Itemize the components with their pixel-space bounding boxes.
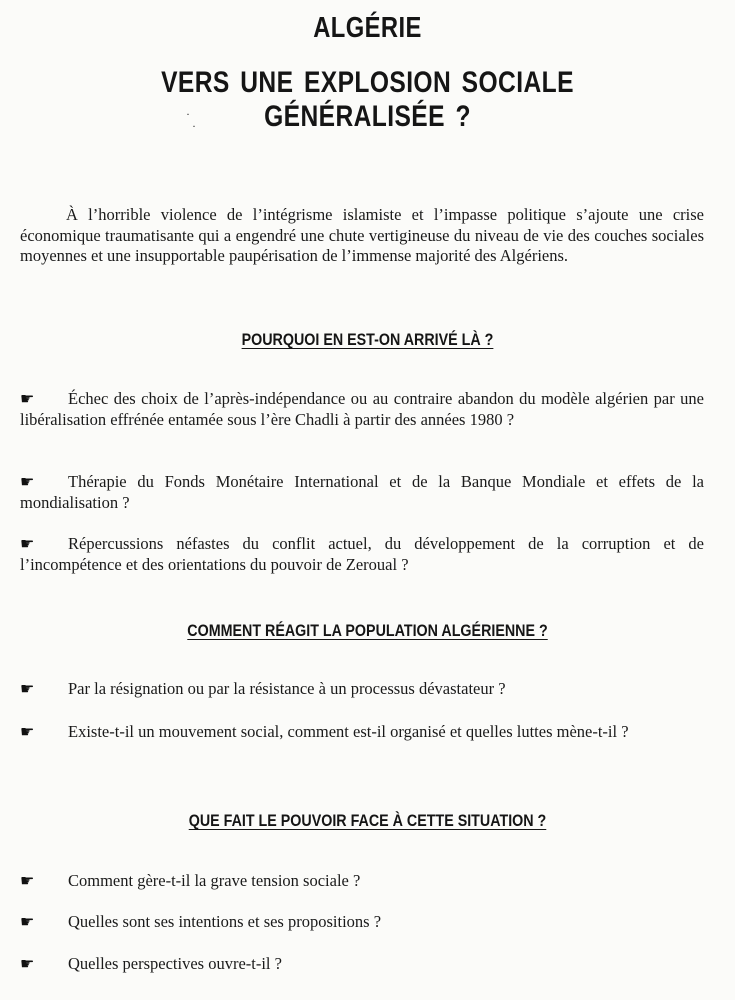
pointing-hand-icon: ☛	[20, 679, 35, 698]
pointing-hand-icon: ☛	[20, 722, 35, 741]
list-item: ☛ Existe-t-il un mouvement social, comment est-il organisé et quelles luttes mène-t-il ?	[20, 722, 629, 741]
list-item: ☛ Répercussions néfastes du conflit actuel, du développement de la corruption et de l’incompétence et des orientations du pouvoir de Zeroual ?	[20, 534, 704, 574]
list-item: ☛ Quelles sont ses intentions et ses propositions ?	[20, 912, 382, 931]
list-item: ☛ Échec des choix de l’après-indépendance ou au contraire abandon du modèle algérien par une libéralisation effrénée entamée sous l’ère Chadli à partir des années 1980 ?	[20, 389, 704, 429]
page-title: ALGÉRIE	[313, 12, 422, 44]
list-item: ☛ Comment gère-t-il la grave tension sociale ?	[20, 871, 361, 890]
print-specks-decoration: · ·	[186, 107, 196, 133]
page-subtitle: VERS UNE EXPLOSION SOCIALE GÉNÉRALISÉE ?	[161, 66, 574, 133]
section-heading-pourquoi: POURQUOI EN EST-ON ARRIVÉ LÀ ?	[241, 330, 494, 349]
intro-paragraph	[20, 205, 704, 267]
pointing-hand-icon: ☛	[20, 912, 35, 931]
list-item: ☛ Quelles perspectives ouvre-t-il ?	[20, 954, 282, 973]
pointing-hand-icon: ☛	[20, 472, 35, 491]
list-item: ☛ Par la résignation ou par la résistance à un processus dévastateur ?	[20, 679, 506, 698]
pointing-hand-icon: ☛	[20, 871, 35, 890]
pointing-hand-icon: ☛	[20, 389, 35, 408]
section-heading-comment: COMMENT RÉAGIT LA POPULATION ALGÉRIENNE ?	[187, 621, 548, 640]
section-heading-pouvoir: QUE FAIT LE POUVOIR FACE À CETTE SITUATION ?	[188, 811, 547, 830]
intro-text: À l’horrible violence de l’intégrisme islamiste et l’impasse politique s’ajoute une crise économique traumatisante qui a engendré une chute vertigineuse du niveau de vie des couches sociales moyennes et une insupportable paupérisation de l’immense majorité des Algériens.	[20, 205, 704, 265]
pointing-hand-icon: ☛	[20, 954, 35, 973]
pointing-hand-icon: ☛	[20, 534, 35, 553]
list-item: ☛ Thérapie du Fonds Monétaire International et de la Banque Mondiale et effets de la mondialisation ?	[20, 472, 704, 512]
